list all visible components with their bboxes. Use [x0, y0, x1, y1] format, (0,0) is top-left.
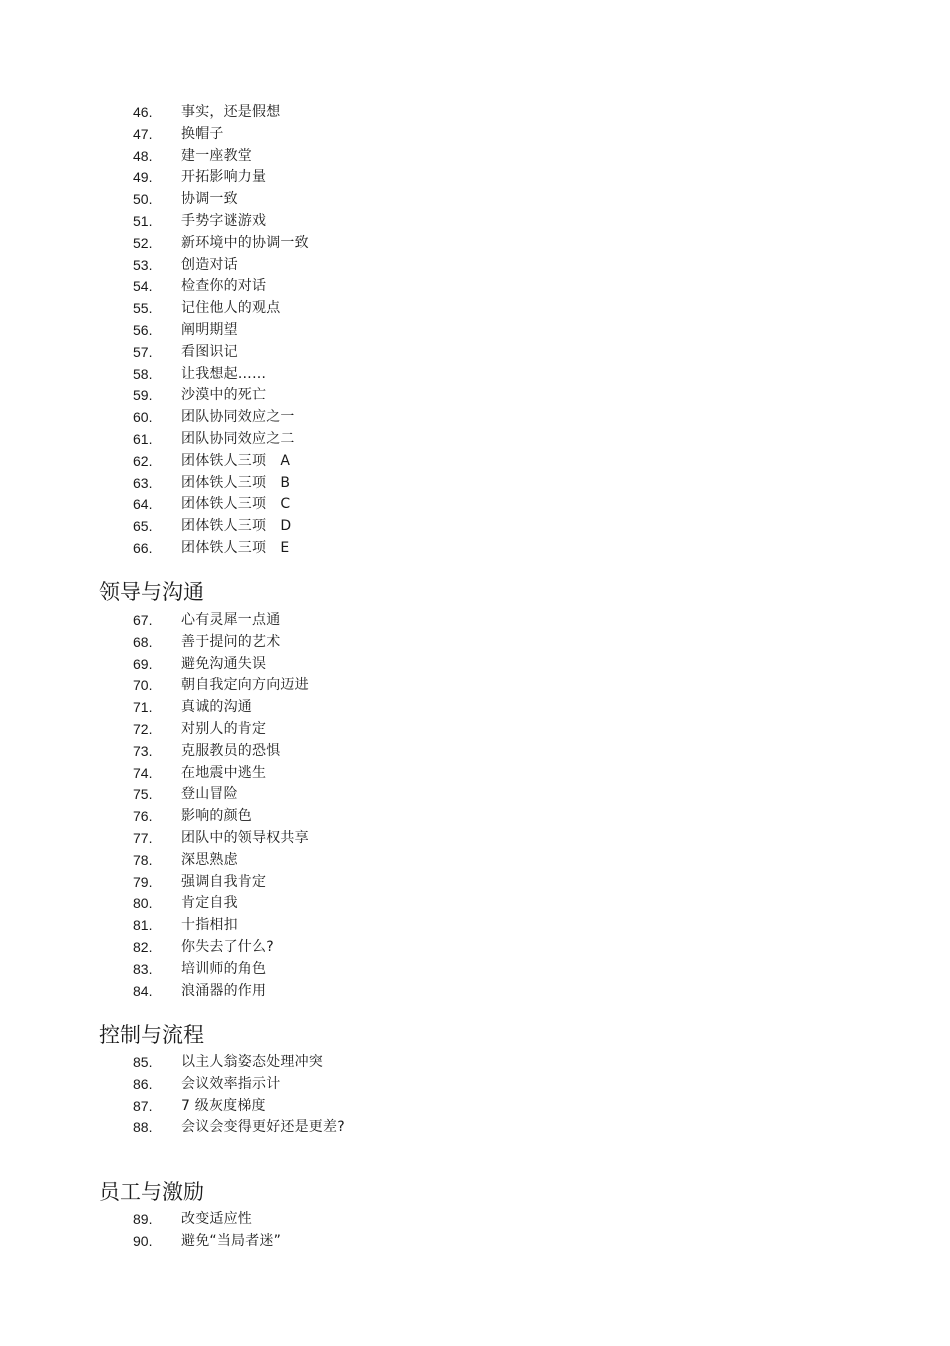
item-title: 克服教员的恐惧 — [181, 742, 281, 759]
item-number: 76. — [133, 808, 153, 825]
section-heading-leadership: 领导与沟通 — [99, 580, 204, 604]
item-number: 86. — [133, 1075, 153, 1092]
section-heading-staff: 员工与激励 — [99, 1180, 204, 1204]
item-number: 71. — [133, 699, 153, 716]
item-number: 69. — [133, 655, 153, 672]
item-number: 81. — [133, 917, 153, 934]
item-number: 82. — [133, 938, 153, 955]
item-title: 你失去了什么? — [181, 938, 274, 955]
item-number: 50. — [133, 191, 153, 208]
item-title: 让我想起…… — [181, 365, 267, 382]
item-number: 55. — [133, 300, 153, 317]
item-title: 深思熟虑 — [181, 851, 238, 868]
item-number: 63. — [133, 474, 153, 491]
item-title: 协调一致 — [181, 191, 238, 208]
item-title: 换帽子 — [181, 125, 224, 142]
item-title: 会议效率指示计 — [181, 1075, 281, 1092]
item-number: 46. — [133, 104, 153, 120]
item-number: 60. — [133, 409, 153, 426]
item-number: 47. — [133, 125, 153, 142]
item-title: 避免沟通失误 — [181, 655, 267, 672]
item-number: 54. — [133, 278, 153, 295]
item-title: 在地震中逃生 — [181, 764, 267, 781]
item-title: 手势字谜游戏 — [181, 212, 267, 229]
item-title: 7 级灰度梯度 — [181, 1097, 266, 1114]
item-number: 66. — [133, 539, 153, 556]
item-title: 对别人的肯定 — [181, 720, 267, 737]
item-title: 沙漠中的死亡 — [181, 387, 267, 404]
item-number: 65. — [133, 518, 153, 535]
item-number: 84. — [133, 982, 153, 999]
item-number: 77. — [133, 829, 153, 846]
item-number: 62. — [133, 452, 153, 469]
item-number: 74. — [133, 764, 153, 781]
item-title: 十指相扣 — [181, 917, 238, 934]
item-number: 61. — [133, 430, 153, 447]
item-title: 改变适应性 — [181, 1211, 252, 1227]
item-title: 团队协同效应之一 — [181, 409, 295, 426]
item-title: 善于提问的艺术 — [181, 633, 281, 650]
item-number: 85. — [133, 1054, 153, 1070]
item-title: 以主人翁姿态处理冲突 — [181, 1054, 323, 1070]
item-title: 肯定自我 — [181, 895, 238, 912]
item-number: 49. — [133, 169, 153, 186]
item-title: 朝自我定向方向迈进 — [181, 677, 309, 694]
item-title: 看图识记 — [181, 343, 238, 360]
item-title: 阐明期望 — [181, 321, 238, 338]
item-title: 团队协同效应之二 — [181, 430, 295, 447]
item-title: 会议会变得更好还是更差? — [181, 1119, 345, 1136]
item-number: 88. — [133, 1119, 153, 1136]
item-number: 52. — [133, 234, 153, 251]
item-title: 强调自我肯定 — [181, 873, 267, 890]
item-number: 90. — [133, 1232, 153, 1249]
item-number: 73. — [133, 742, 153, 759]
item-title: 影响的颜色 — [181, 808, 252, 825]
item-title: 团体铁人三项 D — [181, 518, 292, 535]
item-title: 培训师的角色 — [181, 960, 267, 977]
item-number: 64. — [133, 496, 153, 513]
item-title: 团体铁人三项 E — [181, 539, 290, 556]
item-title: 创造对话 — [181, 256, 238, 273]
item-number: 48. — [133, 147, 153, 164]
item-title: 团队中的领导权共享 — [181, 829, 309, 846]
section-heading-control: 控制与流程 — [99, 1023, 204, 1047]
item-number: 68. — [133, 633, 153, 650]
item-number: 83. — [133, 960, 153, 977]
item-number: 80. — [133, 895, 153, 912]
item-title: 团体铁人三项 C — [181, 496, 291, 513]
item-title: 记住他人的观点 — [181, 300, 281, 317]
item-number: 75. — [133, 786, 153, 803]
item-number: 53. — [133, 256, 153, 273]
item-number: 67. — [133, 612, 153, 628]
item-number: 87. — [133, 1097, 153, 1114]
item-number: 78. — [133, 851, 153, 868]
item-number: 70. — [133, 677, 153, 694]
item-number: 59. — [133, 387, 153, 404]
item-title: 心有灵犀一点通 — [181, 612, 281, 628]
item-title: 新环境中的协调一致 — [181, 234, 309, 251]
item-number: 89. — [133, 1211, 153, 1227]
item-title: 检查你的对话 — [181, 278, 267, 295]
item-title: 事实，还是假想 — [181, 104, 281, 120]
item-title: 团体铁人三项 B — [181, 474, 291, 491]
item-title: 开拓影响力量 — [181, 169, 267, 186]
item-title: 浪涌器的作用 — [181, 982, 267, 999]
item-number: 72. — [133, 720, 153, 737]
item-title: 避免“当局者迷” — [181, 1232, 282, 1249]
item-title: 真诚的沟通 — [181, 699, 252, 716]
item-title: 团体铁人三项 A — [181, 452, 291, 469]
item-number: 57. — [133, 343, 153, 360]
item-title: 登山冒险 — [181, 786, 238, 803]
item-number: 51. — [133, 212, 153, 229]
item-number: 58. — [133, 365, 153, 382]
item-title: 建一座教堂 — [181, 147, 252, 164]
item-number: 79. — [133, 873, 153, 890]
item-number: 56. — [133, 321, 153, 338]
